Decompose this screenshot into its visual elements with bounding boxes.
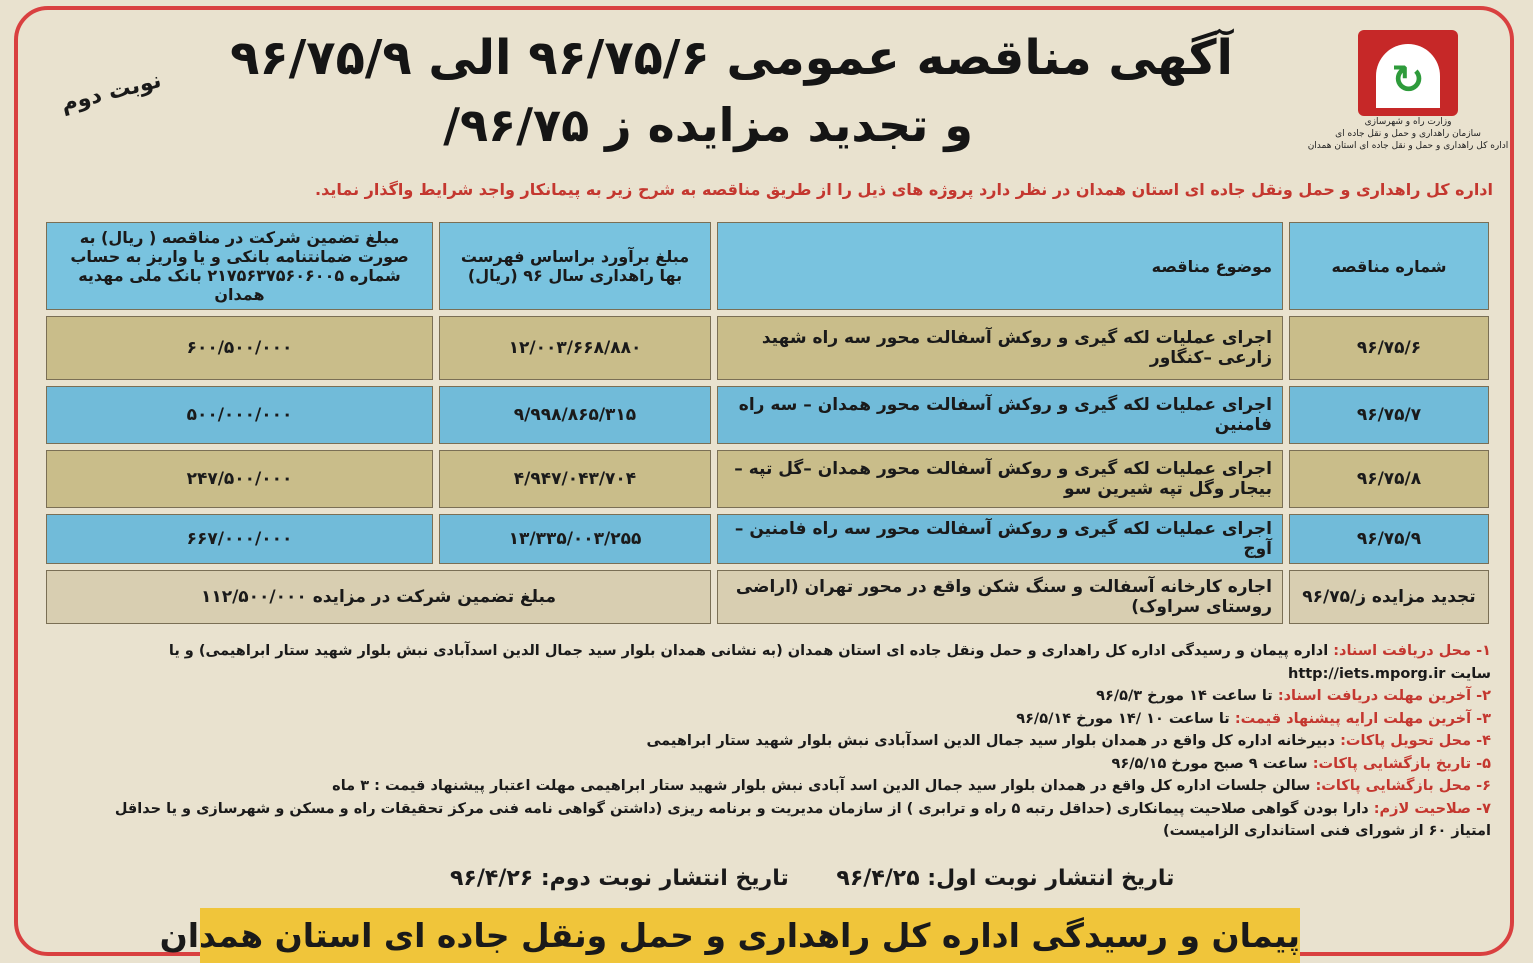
list-item: ۵- تاریخ بازگشایی پاکات: ساعت ۹ صبح مورخ ۹۶/۵/۱۵ [1111, 755, 1491, 772]
list-item: سایت http://iets.mporg.ir [1288, 665, 1491, 682]
cell-deposit: ۵۰۰/۰۰۰/۰۰۰ [46, 386, 433, 444]
list-item: ۳- آخرین مهلت ارایه پیشنهاد قیمت: تا ساعت ۱۰ /۱۴ مورخ ۹۶/۵/۱۴ [1016, 710, 1491, 727]
list-item: ۷- صلاحیت لازم: دارا بودن گواهی صلاحیت پیمانکاری (حداقل رتبه ۵ راه و ترابری ) از سازمان مدیریت و برنامه ریزی (داشتن گواهی نامه فنی مرکز تحقیقات راه و مسکن و شهرسازی و یا حداقل [114, 800, 1491, 817]
publication-first: تاریخ انتشار نوبت اول: ۹۶/۴/۲۵ [836, 866, 1175, 891]
table-row [46, 316, 1489, 380]
cell-estimate: ۴/۹۴۷/۰۴۳/۷۰۴ [439, 450, 711, 508]
footer-banner: پیمان و رسیدگی اداره کل راهداری و حمل ونقل جاده ای استان همدان [200, 908, 1300, 963]
cell-subject: اجرای عملیات لکه گیری و روکش آسفالت محور سه راه شهید زارعی –کنگاور [717, 316, 1283, 380]
table-row [46, 450, 1489, 508]
header-deposit: مبلغ تضمین شرکت در مناقصه ( ریال) به صورت ضمانتنامه بانکی و یا واریز به حساب شماره ۲۱۷۵۶۳۷۵۶۰۶۰۰۵ بانک ملی مهدیه همدان [46, 222, 433, 310]
intro-text: اداره کل راهداری و حمل ونقل جاده ای استان همدان در نظر دارد پروژه های ذیل را از طریق مناقصه به شرح زیر به پیمانکار واجد شرایط واگذار نماید. [315, 180, 1493, 199]
page-subtitle: و تجدید مزایده ز ۹۶/۷۵/ [443, 98, 973, 152]
table-header-row [46, 222, 1489, 310]
list-item: امتیاز ۶۰ از شورای فنی استانداری الزامیست) [1163, 823, 1491, 839]
cell-subject: اجرای عملیات لکه گیری و روکش آسفالت محور همدان –گل تپه – بیجار وگل تپه شیرین سو [717, 450, 1283, 508]
publication-second: تاریخ انتشار نوبت دوم: ۹۶/۴/۲۶ [450, 866, 789, 891]
cell-deposit: ۶۰۰/۵۰۰/۰۰۰ [46, 316, 433, 380]
cell-subject: اجرای عملیات لکه گیری و روکش آسفالت محور همدان – سه راه فامنین [717, 386, 1283, 444]
cell-estimate: ۱۲/۰۰۳/۶۶۸/۸۸۰ [439, 316, 711, 380]
cell-subject: اجاره کارخانه آسفالت و سنگ شکن واقع در محور تهران (اراضی روستای سراوک) [717, 570, 1283, 624]
cell-deposit: مبلغ تضمین شرکت در مزایده ۱۱۲/۵۰۰/۰۰۰ [46, 570, 711, 624]
round-badge: نوبت دوم [58, 67, 164, 118]
header-estimate: مبلغ برآورد براساس فهرست بها راهداری سال ۹۶ (ریال) [439, 222, 711, 310]
table-row [46, 386, 1489, 444]
cell-estimate: ۱۳/۳۳۵/۰۰۳/۲۵۵ [439, 514, 711, 564]
tender-table [40, 216, 1495, 630]
list-item: ۲- آخرین مهلت دریافت اسناد: تا ساعت ۱۴ مورخ ۹۶/۵/۳ [1096, 688, 1491, 704]
logo-emblem-icon: ↻ [1358, 30, 1458, 116]
cell-subject: اجرای عملیات لکه گیری و روکش آسفالت محور سه راه فامنین – آوج [717, 514, 1283, 564]
page-title: آگهی مناقصه عمومی ۹۶/۷۵/۶ الی ۹۶/۷۵/۹ [230, 30, 1233, 86]
logo-text-1: وزارت راه و شهرسازی [1364, 117, 1452, 127]
header-number: شماره مناقصه [1289, 222, 1489, 310]
table-row [46, 514, 1489, 564]
cell-deposit: ۶۶۷/۰۰۰/۰۰۰ [46, 514, 433, 564]
ministry-logo [1303, 30, 1513, 170]
logo-text-3: اداره کل راهداری و حمل و نقل جاده ای استان همدان [1307, 141, 1509, 151]
conditions-list [36, 640, 1491, 843]
cell-estimate: ۹/۹۹۸/۸۶۵/۳۱۵ [439, 386, 711, 444]
cell-number: ۹۶/۷۵/۹ [1289, 514, 1489, 564]
cell-number: ۹۶/۷۵/۷ [1289, 386, 1489, 444]
list-item: ۴- محل تحویل پاکات: دبیرخانه اداره کل واقع در همدان بلوار سید جمال الدین اسدآبادی نبش بلوار شهید ستار ابراهیمی [646, 733, 1491, 749]
cell-number: ۹۶/۷۵/۸ [1289, 450, 1489, 508]
cell-deposit: ۲۴۷/۵۰۰/۰۰۰ [46, 450, 433, 508]
cell-number: تجدید مزایده ز/۹۶/۷۵ [1289, 570, 1489, 624]
list-item: ۶- محل بازگشایی پاکات: سالن جلسات اداره کل واقع در همدان بلوار سید جمال الدین اسد آبادی نبش بلوار شهید ستار ابراهیمی مهلت اعتبار پیشنهاد قیمت : ۳ ماه [332, 778, 1491, 794]
logo-text-2: سازمان راهداری و حمل و نقل جاده ای [1335, 129, 1481, 139]
cell-number: ۹۶/۷۵/۶ [1289, 316, 1489, 380]
list-item: ۱- محل دریافت اسناد: اداره پیمان و رسیدگی اداره کل راهداری و حمل ونقل جاده ای استان همدان (به نشانی همدان بلوار سید جمال الدین اسدآبادی نبش بلوار شهید ستار ابراهیمی) و یا [168, 643, 1491, 659]
publication-dates [410, 866, 1174, 891]
header-subject: موضوع مناقصه [717, 222, 1283, 310]
table-row-auction [46, 570, 1489, 624]
